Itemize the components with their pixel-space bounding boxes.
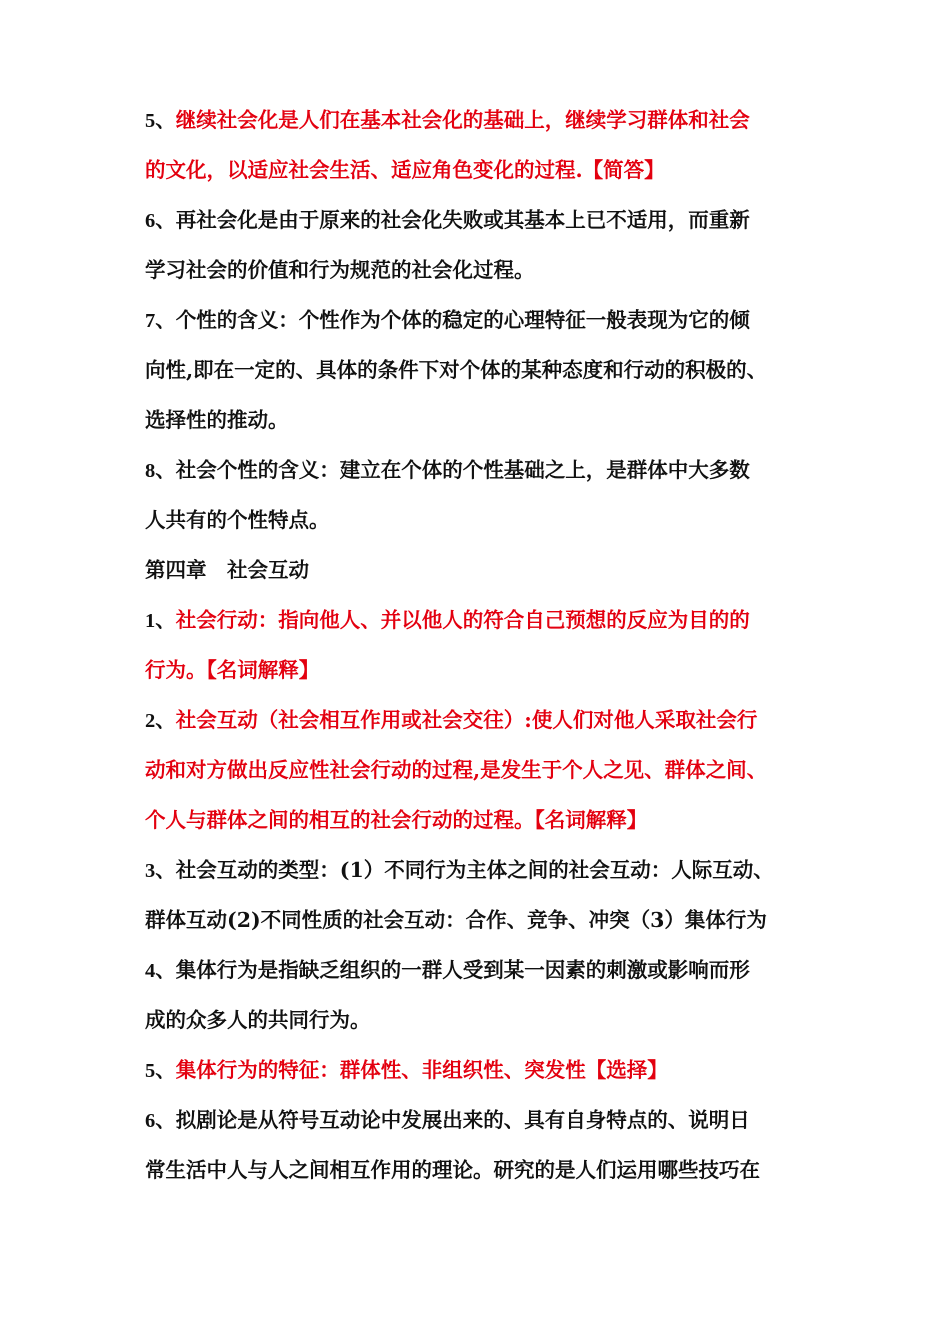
text-line-11 xyxy=(145,600,825,640)
text-line-4 xyxy=(145,250,825,290)
highlighted-text: 集体行为的特征：群体性、非组织性、突发性【选择】 xyxy=(175,1058,668,1082)
body-text: 个性的含义：个性作为个体的稳定的心理特征一般表现为它的倾 xyxy=(175,308,750,332)
item-number: 8、 xyxy=(145,460,176,482)
text-line-12 xyxy=(145,650,825,690)
item-number: 5、 xyxy=(145,110,176,132)
item-number: 6、 xyxy=(145,1110,176,1132)
text-line-3 xyxy=(145,200,825,240)
chapter-heading xyxy=(145,550,825,590)
highlighted-text: 动和对方做出反应性社会行动的过程,是发生于个人之见、群体之间、 xyxy=(145,758,768,782)
highlighted-text: 社会互动（社会相互作用或社会交往）:使人们对他人采取社会行 xyxy=(175,708,758,732)
body-text: 社会互动的类型：(1）不同行为主体之间的社会互动：人际互动、 xyxy=(175,858,774,882)
body-text: 再社会化是由于原来的社会化失败或其基本上已不适用，而重新 xyxy=(175,208,750,232)
body-text: 拟剧论是从符号互动论中发展出来的、具有自身特点的、说明日 xyxy=(175,1108,750,1132)
text-line-17 xyxy=(145,900,825,940)
body-text: 人共有的个性特点。 xyxy=(145,508,330,532)
highlighted-text: 继续社会化是人们在基本社会化的基础上，继续学习群体和社会 xyxy=(175,108,750,132)
text-line-5 xyxy=(145,300,825,340)
item-number: 6、 xyxy=(145,210,176,232)
text-line-15 xyxy=(145,800,825,840)
text-line-20 xyxy=(145,1050,825,1090)
text-line-13 xyxy=(145,700,825,740)
text-line-22 xyxy=(145,1150,825,1190)
text-line-7 xyxy=(145,400,825,440)
item-number: 3、 xyxy=(145,860,176,882)
body-text: 成的众多人的共同行为。 xyxy=(145,1008,371,1032)
text-line-8 xyxy=(145,450,825,490)
text-line-6 xyxy=(145,350,825,390)
body-text: 社会个性的含义：建立在个体的个性基础之上，是群体中大多数 xyxy=(175,458,750,482)
item-number: 2、 xyxy=(145,710,176,732)
text-line-9 xyxy=(145,500,825,540)
text-line-1 xyxy=(145,100,825,140)
body-text: 学习社会的价值和行为规范的社会化过程。 xyxy=(145,258,535,282)
item-number: 5、 xyxy=(145,1060,176,1082)
body-text: 常生活中人与人之间相互作用的理论。研究的是人们运用哪些技巧在 xyxy=(145,1158,760,1182)
body-text: 集体行为是指缺乏组织的一群人受到某一因素的刺激或影响而形 xyxy=(175,958,750,982)
text-line-18 xyxy=(145,950,825,990)
text-line-21 xyxy=(145,1100,825,1140)
text-line-2 xyxy=(145,150,825,190)
body-text: 群体互动(2)不同性质的社会互动：合作、竞争、冲突（3）集体行为 xyxy=(145,908,767,932)
highlighted-text: 个人与群体之间的相互的社会行动的过程。【名词解释】 xyxy=(145,808,648,832)
text-line-19 xyxy=(145,1000,825,1040)
text-line-16 xyxy=(145,850,825,890)
body-text: 选择性的推动。 xyxy=(145,408,289,432)
text-line-14 xyxy=(145,750,825,790)
body-text: 向性,即在一定的、具体的条件下对个体的某种态度和行动的积极的、 xyxy=(145,358,768,382)
highlighted-text: 社会行动：指向他人、并以他人的符合自己预想的反应为目的的 xyxy=(175,608,750,632)
item-number: 1、 xyxy=(145,610,176,632)
item-number: 4、 xyxy=(145,960,176,982)
item-number: 7、 xyxy=(145,310,176,332)
chapter-title: 第四章 社会互动 xyxy=(145,558,309,582)
highlighted-text: 的文化，以适应社会生活、适应角色变化的过程.【简答】 xyxy=(145,158,665,182)
highlighted-text: 行为。【名词解释】 xyxy=(145,658,320,682)
